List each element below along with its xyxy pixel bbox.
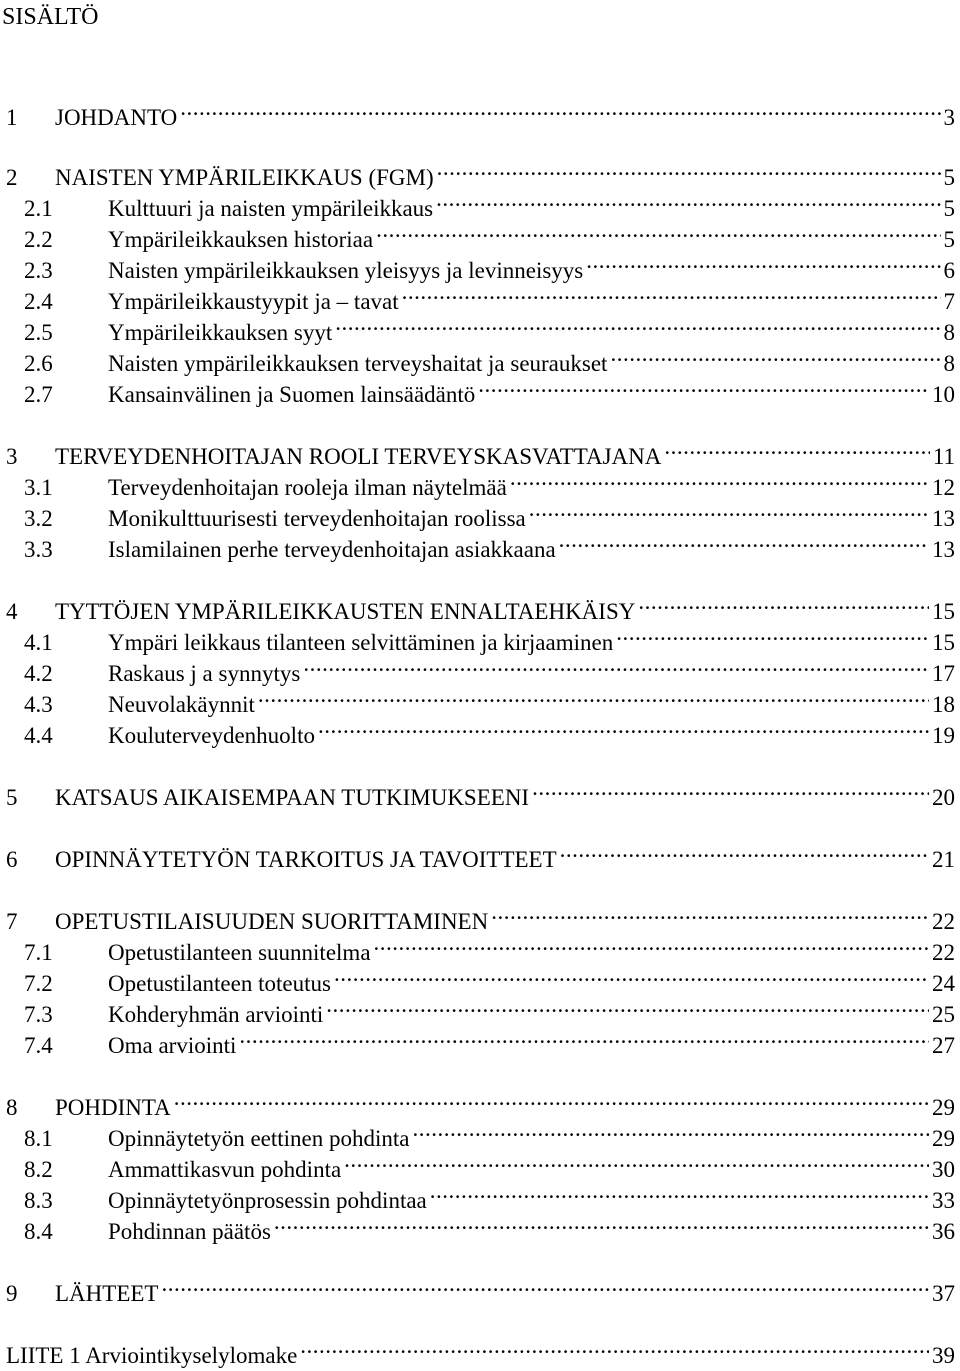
toc-entry-title: Pohdinnan päätös: [108, 1219, 271, 1244]
toc-entry-page: 24: [932, 971, 955, 996]
toc-entry-title: Naisten ympärileikkauksen terveyshaitat ja seuraukset: [108, 351, 608, 376]
toc-entry-page: 21: [932, 847, 955, 872]
dot-leader: [437, 155, 941, 185]
dot-leader: [610, 341, 940, 371]
dot-leader: [180, 95, 940, 125]
toc-entry[interactable]: [24, 1116, 955, 1151]
toc-entry-page: 19: [932, 723, 955, 748]
toc-entry-page: 7: [943, 289, 955, 314]
toc-entry[interactable]: [24, 341, 955, 376]
toc-entry-title: Ympärileikkauksen historiaa: [108, 227, 374, 252]
toc-entry[interactable]: [6, 589, 955, 624]
toc-entry-title: KATSAUS AIKAISEMPAAN TUTKIMUKSEENI: [55, 785, 530, 810]
dot-leader: [374, 930, 929, 960]
toc-entry-title: Opetustilanteen toteutus: [108, 971, 331, 996]
toc-entry-number: 7: [6, 909, 18, 934]
toc-entry[interactable]: [24, 651, 955, 686]
toc-entry-number: 7.3: [24, 1002, 53, 1027]
dot-leader: [491, 899, 929, 929]
toc-entry-number: 4: [6, 599, 18, 624]
toc-entry-number: 7.4: [24, 1033, 53, 1058]
toc-entry-title: TERVEYDENHOITAJAN ROOLI TERVEYSKASVATTAJANA: [55, 444, 662, 469]
toc-entry[interactable]: [24, 279, 955, 314]
toc-entry-title: Naisten ympärileikkauksen yleisyys ja levinneisyys: [108, 258, 584, 283]
toc-entry[interactable]: [24, 527, 955, 562]
toc-entry-title: Ympärileikkaustyypit ja – tavat: [108, 289, 399, 314]
dot-leader: [300, 1333, 929, 1363]
toc-entry-title: JOHDANTO: [55, 105, 178, 130]
toc-entry-page: 25: [932, 1002, 955, 1027]
toc-entry-page: 12: [932, 475, 955, 500]
toc-entry-number: 3.1: [24, 475, 53, 500]
toc-entry-title: POHDINTA: [55, 1095, 171, 1120]
dot-leader: [586, 248, 940, 278]
toc-entry-page: 20: [932, 785, 955, 810]
toc-entry[interactable]: [24, 620, 955, 655]
toc-entry-page: 15: [932, 599, 955, 624]
toc-entry-title: LIITE 1 Arviointikyselylomake: [6, 1343, 298, 1368]
toc-entry-number: 9: [6, 1281, 18, 1306]
dot-leader: [616, 620, 929, 650]
toc-entry[interactable]: [24, 1178, 955, 1213]
toc-entry-title: OPETUSTILAISUUDEN SUORITTAMINEN: [55, 909, 489, 934]
dot-leader: [274, 1209, 929, 1239]
dot-leader: [326, 992, 929, 1022]
toc-entry[interactable]: [6, 1333, 955, 1368]
toc-entry-page: 10: [932, 382, 955, 407]
toc-entry-title: Neuvolakäynnit: [108, 692, 255, 717]
toc-entry[interactable]: [24, 992, 955, 1027]
toc-entry-title: Opinnäytetyön eettinen pohdinta: [108, 1126, 410, 1151]
toc-entry[interactable]: [6, 837, 955, 872]
dot-leader: [478, 372, 929, 402]
toc-entry-page: 6: [943, 258, 955, 283]
toc-entry[interactable]: [24, 372, 955, 407]
toc-entry[interactable]: [6, 95, 955, 130]
toc-entry-page: 8: [943, 320, 955, 345]
toc-entry-title: Kohderyhmän arviointi: [108, 1002, 324, 1027]
dot-leader: [638, 589, 929, 619]
toc-entry[interactable]: [6, 899, 955, 934]
toc-entry[interactable]: [6, 1271, 955, 1306]
toc-entry-title: Opinnäytetyönprosessin pohdintaa: [108, 1188, 427, 1213]
page-title: SISÄLTÖ: [2, 4, 99, 30]
toc-entry-page: 11: [932, 444, 955, 469]
toc-entry-page: 37: [932, 1281, 955, 1306]
toc-entry-number: 8.4: [24, 1219, 53, 1244]
toc-entry-page: 22: [932, 909, 955, 934]
toc-entry[interactable]: [24, 713, 955, 748]
toc-entry-number: 5: [6, 785, 18, 810]
toc-entry-number: 4.4: [24, 723, 53, 748]
dot-leader: [174, 1085, 929, 1115]
dot-leader: [376, 217, 940, 247]
toc-entry-title: OPINNÄYTETYÖN TARKOITUS JA TAVOITTEET: [55, 847, 557, 872]
toc-entry-page: 39: [932, 1343, 955, 1368]
toc-entry-title: Kouluterveydenhuolto: [108, 723, 315, 748]
toc-entry[interactable]: [24, 1147, 955, 1182]
toc-entry-number: 3.3: [24, 537, 53, 562]
toc-entry-number: 3: [6, 444, 18, 469]
dot-leader: [161, 1271, 929, 1301]
dot-leader: [430, 1178, 929, 1208]
toc-entry-page: 36: [932, 1219, 955, 1244]
toc-entry-title: Raskaus j a synnytys: [108, 661, 301, 686]
toc-entry-number: 7.2: [24, 971, 53, 996]
toc-entry-number: 4.3: [24, 692, 53, 717]
toc-entry-page: 22: [932, 940, 955, 965]
toc-entry-number: 3.2: [24, 506, 53, 531]
toc-entry[interactable]: [24, 465, 955, 500]
toc-entry-page: 3: [943, 105, 955, 130]
toc-entry-number: 8.3: [24, 1188, 53, 1213]
toc-entry[interactable]: [24, 1209, 955, 1244]
toc-entry-number: 2.6: [24, 351, 53, 376]
toc-entry[interactable]: [6, 434, 955, 469]
dot-leader: [560, 837, 929, 867]
toc-entry-title: Ympärileikkauksen syyt: [108, 320, 333, 345]
toc-entry-page: 13: [932, 537, 955, 562]
dot-leader: [335, 310, 940, 340]
toc-entry-page: 5: [943, 165, 955, 190]
toc-entry-number: 8.1: [24, 1126, 53, 1151]
dot-leader: [334, 961, 929, 991]
dot-leader: [344, 1147, 929, 1177]
toc-entry-page: 33: [932, 1188, 955, 1213]
toc-entry-title: Ammattikasvun pohdinta: [108, 1157, 342, 1182]
toc-entry-number: 7.1: [24, 940, 53, 965]
toc-entry-title: NAISTEN YMPÄRILEIKKAUS (FGM): [55, 165, 434, 190]
toc-entry-number: 2: [6, 165, 18, 190]
toc-entry[interactable]: [24, 496, 955, 531]
toc-entry[interactable]: [24, 186, 955, 221]
toc-entry-title: Kansainvälinen ja Suomen lainsäädäntö: [108, 382, 476, 407]
toc-entry[interactable]: [24, 682, 955, 717]
toc-entry[interactable]: [24, 930, 955, 965]
toc-entry-page: 15: [932, 630, 955, 655]
toc-entry-page: 27: [932, 1033, 955, 1058]
dot-leader: [510, 465, 929, 495]
toc-entry[interactable]: [6, 155, 955, 190]
toc-entry-page: 30: [932, 1157, 955, 1182]
toc-entry-title: Oma arviointi: [108, 1033, 237, 1058]
toc-entry-number: 2.3: [24, 258, 53, 283]
dot-leader: [664, 434, 929, 464]
toc-entry-title: Islamilainen perhe terveydenhoitajan asiakkaana: [108, 537, 556, 562]
toc-entry-title: Kulttuuri ja naisten ympärileikkaus: [108, 196, 434, 221]
toc-entry[interactable]: [6, 775, 955, 810]
dot-leader: [436, 186, 940, 216]
toc-entry-title: Opetustilanteen suunnitelma: [108, 940, 371, 965]
toc-entry[interactable]: [6, 1085, 955, 1120]
toc-entry[interactable]: [24, 248, 955, 283]
toc-entry-number: 2.7: [24, 382, 53, 407]
toc-entry-number: 4.2: [24, 661, 53, 686]
toc-entry-number: 2.2: [24, 227, 53, 252]
dot-leader: [239, 1023, 929, 1053]
toc-entry-title: Terveydenhoitajan rooleja ilman näytelmää: [108, 475, 507, 500]
dot-leader: [258, 682, 929, 712]
toc-entry-number: 8: [6, 1095, 18, 1120]
dot-leader: [532, 775, 929, 805]
toc-entry-number: 2.4: [24, 289, 53, 314]
toc-entry-number: 4.1: [24, 630, 53, 655]
toc-entry-title: LÄHTEET: [55, 1281, 159, 1306]
dot-leader: [318, 713, 929, 743]
toc-entry-number: 2.5: [24, 320, 53, 345]
toc-entry-page: 8: [943, 351, 955, 376]
toc-entry-page: 29: [932, 1095, 955, 1120]
toc-entry[interactable]: [24, 217, 955, 252]
toc-entry-page: 5: [943, 227, 955, 252]
dot-leader: [529, 496, 929, 526]
toc-entry[interactable]: [24, 961, 955, 996]
dot-leader: [303, 651, 929, 681]
toc-entry-number: 6: [6, 847, 18, 872]
dot-leader: [412, 1116, 929, 1146]
toc-entry[interactable]: [24, 1023, 955, 1058]
dot-leader: [559, 527, 929, 557]
toc-entry-title: TYTTÖJEN YMPÄRILEIKKAUSTEN ENNALTAEHKÄISY: [55, 599, 636, 624]
toc-entry-page: 5: [943, 196, 955, 221]
toc-entry-title: Monikulttuurisesti terveydenhoitajan roolissa: [108, 506, 526, 531]
toc-entry[interactable]: [24, 310, 955, 345]
toc-entry-title: Ympäri leikkaus tilanteen selvittäminen ja kirjaaminen: [108, 630, 614, 655]
toc-entry-number: 2.1: [24, 196, 53, 221]
toc-entry-page: 13: [932, 506, 955, 531]
toc-entry-number: 1: [6, 105, 18, 130]
toc-entry-page: 29: [932, 1126, 955, 1151]
toc-entry-page: 18: [932, 692, 955, 717]
toc-entry-number: 8.2: [24, 1157, 53, 1182]
toc-entry-page: 17: [932, 661, 955, 686]
dot-leader: [402, 279, 941, 309]
